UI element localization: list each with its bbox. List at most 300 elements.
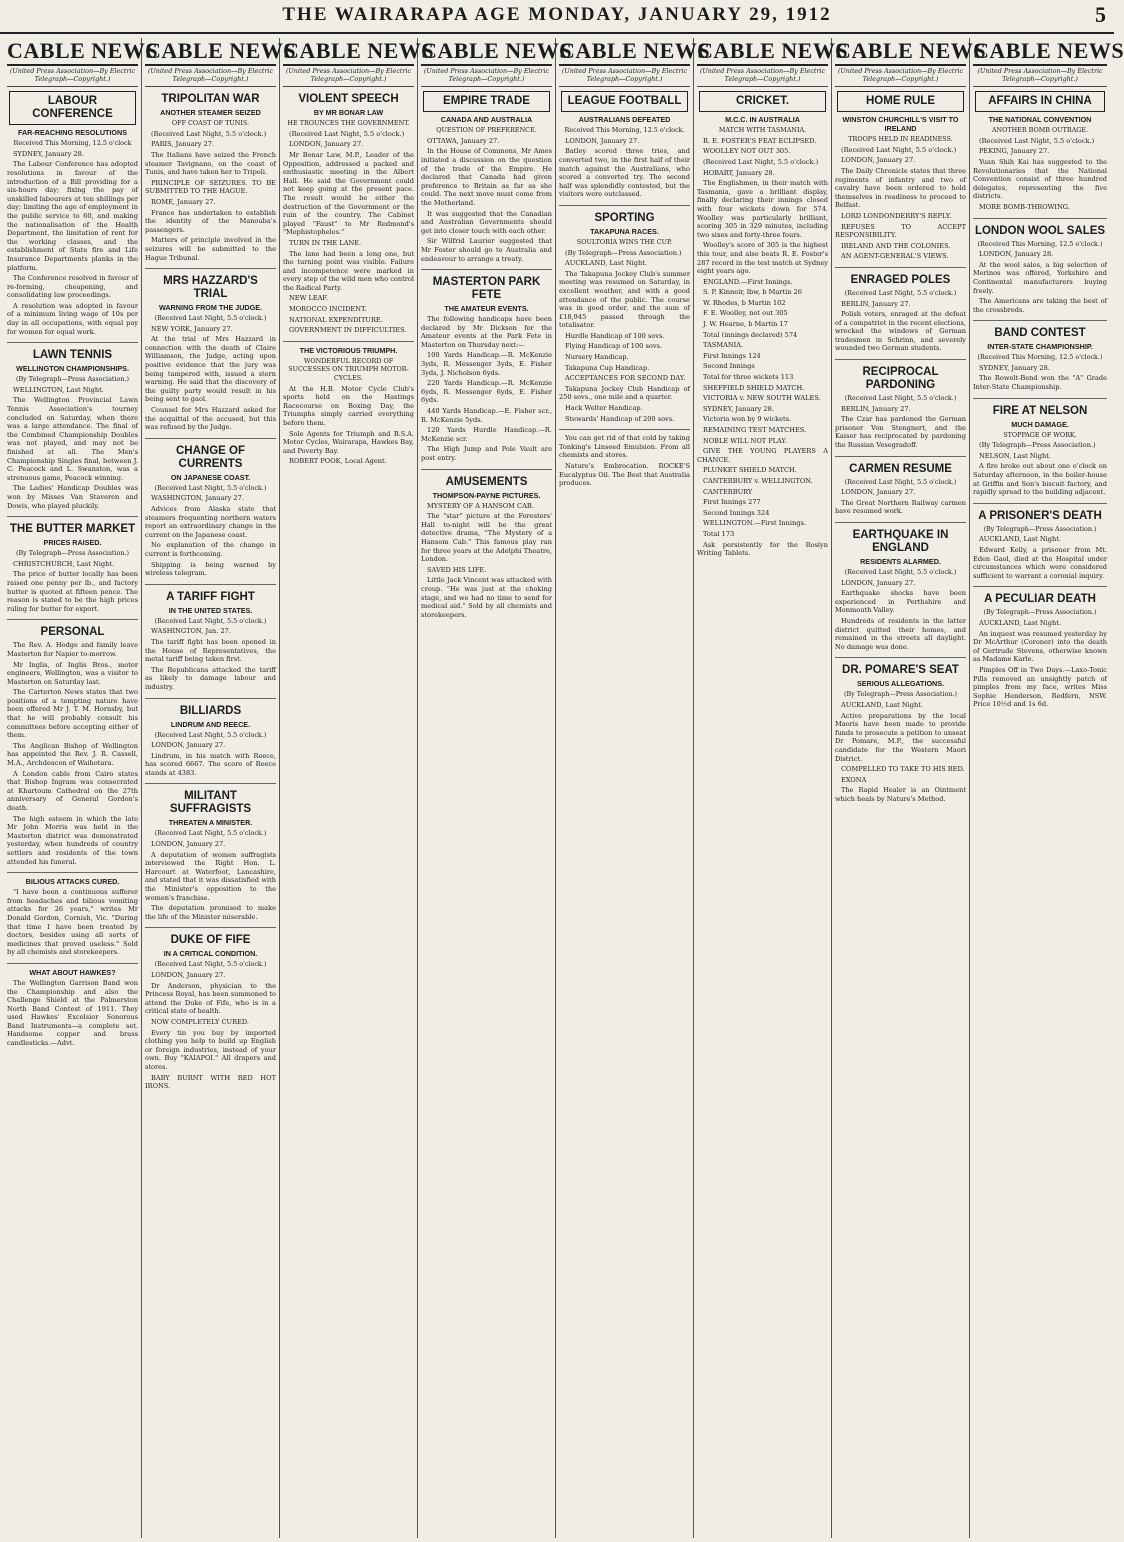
story-paragraph: ROME, January 27.	[151, 197, 216, 206]
story-paragraph: J. W. Hearne, b Martin 17	[703, 320, 788, 329]
story-paragraph: LONDON, January 27.	[151, 971, 226, 979]
story-paragraph: Edward Kelly, a prisoner from Mt. Eden Gaol, died at the Hospital under circumstances which were considered sufficient to warrant a coronial inquiry.	[973, 546, 1107, 580]
story-paragraph: NEW LEAF.	[289, 294, 329, 303]
story-paragraph: The tariff fight has been opened in the House of Representatives, the metal tariff being taken first.	[145, 637, 276, 664]
story-paragraph: NATIONAL EXPENDITURE.	[289, 315, 383, 324]
story-subheadline: RESIDENTS ALARMED.	[860, 557, 941, 566]
story-subheadline: CANADA AND AUSTRALIA	[440, 115, 533, 125]
story-paragraph: A fire broke out about one o'clock on Saturday afternoon, in the boiler-house at Griffin and Son's biscuit factory, and rapidly spread to the building adjacent.	[973, 462, 1107, 497]
newspaper-title: THE WAIRARAPA AGE MONDAY, JANUARY 29, 1912	[282, 4, 832, 25]
story-headline: SPORTING	[594, 211, 655, 224]
story-headline: A TARIFF FIGHT	[166, 590, 255, 603]
story-paragraph: Lindrum, in his match with Reece, has scored 6667. The score of Reece stands at 4383.	[145, 751, 276, 777]
story-paragraph: (Received Last Night, 5.5 o'clock.)	[979, 136, 1095, 145]
press-credit: (United Press Association—By Electric Telegraph—Copyright.)	[145, 68, 276, 87]
news-story	[145, 275, 276, 439]
news-story	[7, 349, 138, 517]
story-paragraph: A London cable from Cairo states that Bishop Ingram was consecrated at Khartoum Cathedral on the 27th anniversary of General Gordon's death.	[7, 769, 138, 812]
news-story	[559, 212, 690, 430]
story-paragraph: WASHINGTON, January 27.	[151, 494, 244, 503]
story-paragraph: Dr Anderson, physician to the Princess Royal, has been summoned to attend the Duke of Fife, who is in a critical state of health.	[145, 981, 276, 1016]
story-meta: WONDERFUL RECORD OF SUCCESSES ON TRIUMPH MOTOR-CYCLES.	[288, 356, 409, 383]
story-paragraph: First Innings 277	[703, 498, 761, 507]
story-paragraph: NOW COMPLETELY CURED.	[151, 1017, 250, 1026]
news-column	[694, 38, 849, 1538]
news-story	[835, 664, 966, 809]
column-heading: CABLE NEWS	[283, 38, 414, 66]
story-paragraph: HOBART, January 28.	[703, 168, 775, 177]
story-paragraph: PLUNKET SHIELD MATCH.	[703, 466, 797, 475]
story-paragraph: No explanation of the change in current is forthcoming.	[145, 541, 276, 558]
story-headline: ENRAGED POLES	[850, 273, 951, 286]
story-paragraph: S. P. Kinneir, lbw, b Martin 26	[703, 288, 802, 297]
news-story	[835, 366, 966, 457]
story-paragraph: Pimples Off in Two Days.—Laxo-Tonic Pills removed an unsightly patch of pimples from my face, writes Miss Sophie Henderson, Redfern, NSW. Price 10½d and 1s 6d.	[973, 665, 1107, 709]
story-paragraph: WOOLLEY NOT OUT 305.	[703, 147, 791, 156]
news-story	[145, 445, 276, 585]
story-paragraph: GOVERNMENT IN DIFFICULTIES.	[289, 326, 407, 335]
story-paragraph: 100 Yards Handicap.—R. McKenzie 3yds, R. Messenger 3yds, E. Fisher 3yds, J. Nicholson 6yds.	[421, 351, 552, 377]
press-credit: (United Press Association—By Electric Telegraph—Copyright.)	[973, 68, 1107, 87]
story-paragraph: The Great Northern Railway carmen have resumed work.	[835, 498, 966, 516]
story-meta: ANOTHER BOMB OUTRAGE.	[991, 126, 1089, 135]
story-meta: (Received This Morning, 12.5 o'clock.)	[977, 353, 1103, 362]
story-meta: (By Telegraph—Press Association.)	[983, 524, 1097, 533]
story-paragraph: 120 Yards Hurdle Handicap.—R. McKenzie scr.	[421, 426, 552, 443]
story-paragraph: LONDON, January 27.	[841, 488, 916, 497]
story-headline: VIOLENT SPEECH	[298, 93, 399, 106]
column-heading: CABLE NEWS	[145, 38, 276, 66]
news-story	[7, 877, 138, 964]
story-meta: (Received Last Night, 5.5 o'clock.)	[154, 483, 267, 492]
story-headline: DR. POMARE'S SEAT	[842, 664, 959, 677]
story-paragraph: France has undertaken to establish the identity of the Manouba's passengers.	[145, 208, 276, 234]
story-paragraph: R. E. FOSTER'S FEAT ECLIPSED.	[703, 136, 817, 145]
story-headline: DUKE OF FIFE	[170, 934, 251, 947]
story-headline: A PRISONER'S DEATH	[978, 509, 1102, 522]
news-story	[7, 626, 138, 873]
story-paragraph: GIVE THE YOUNG PLAYERS A CHANCE.	[697, 447, 828, 464]
story-paragraph: LONDON, January 27.	[841, 156, 916, 165]
news-story	[145, 790, 276, 928]
story-paragraph: An inquest was resumed yesterday by Dr McArthur (Coroner) into the death of Gertrude Stevens, otherwise known as Madame Karle.	[973, 629, 1107, 664]
story-meta: TROOPS HELD IN READINESS.	[848, 135, 953, 144]
story-headline: CHANGE OF CURRENTS	[176, 444, 245, 470]
story-meta: (Received Last Night, 5.5 o'clock.)	[844, 477, 957, 486]
news-story	[697, 91, 828, 564]
story-paragraph: SAVED HIS LIFE.	[427, 565, 487, 574]
story-paragraph: The price of butter locally has been raised one penny per lb., and factory butter is quoted at fifteen pence. The reason is stated to be the high prices ruling for butter for export.	[7, 570, 138, 613]
news-column	[556, 38, 711, 1538]
story-headline: A PECULIAR DEATH	[984, 593, 1096, 606]
story-paragraph: NELSON, Last Night.	[979, 451, 1051, 460]
story-paragraph: NOBLE WILL NOT PLAY.	[703, 436, 788, 445]
story-subheadline: INTER-STATE CHAMPIONSHIP.	[987, 342, 1093, 352]
story-paragraph: (Received Last Night, 5.5 o'clock.)	[151, 129, 267, 138]
story-paragraph: A deputation of women suffragists interviewed the Right Hon. L. Harcourt at Waterfoot, Lancashire, and stated that it was dissatisfied with the Minister's opposition to the women's franchise.	[145, 850, 276, 902]
story-paragraph: Shipping is being warned by wireless telegram.	[145, 560, 276, 578]
news-story	[973, 593, 1107, 715]
story-paragraph: AN AGENT-GENERAL'S VIEWS.	[841, 252, 949, 261]
news-story	[145, 934, 276, 1096]
story-meta: (Received Last Night, 5.5 o'clock.)	[154, 314, 267, 323]
story-headline: LONDON WOOL SALES	[974, 224, 1106, 237]
story-paragraph: OTTAWA, January 27.	[427, 136, 500, 145]
story-headline: MASTERTON PARK FETE	[432, 276, 541, 302]
story-paragraph: First Innings 124	[703, 351, 761, 360]
story-subheadline: WINSTON CHURCHILL'S VISIT TO IRELAND	[842, 115, 959, 134]
story-meta: (Received Last Night, 5.5 o'clock.)	[154, 960, 267, 969]
news-story	[973, 405, 1107, 504]
news-story	[7, 968, 138, 1054]
story-paragraph: BABY BURNT WITH RED HOT IRONS.	[145, 1073, 276, 1091]
story-paragraph: W. Rhodes, b Martin 102	[703, 298, 786, 307]
story-headline: FIRE AT NELSON	[992, 404, 1088, 417]
page-number: 5	[1095, 2, 1106, 27]
story-paragraph: Flying Handicap of 100 sovs.	[565, 342, 663, 351]
news-story	[145, 591, 276, 699]
story-paragraph: Victoria won by 9 wickets.	[703, 415, 792, 424]
story-meta: (Received Last Night, 5.5 o'clock.)	[154, 730, 267, 739]
story-paragraph: Nature's Embrocation. ROCKE'S Eucalyptus Oil. The Best that Australia produces.	[559, 462, 690, 488]
story-subheadline: BILIOUS ATTACKS CURED.	[25, 877, 120, 887]
story-paragraph: The lane had been a long one, but the turning point was visible. Failure and incompetence were marked in every step of the wild men who control the Radical Party.	[283, 249, 414, 292]
story-subheadline: WELLINGTON CHAMPIONSHIPS.	[16, 364, 129, 374]
story-subheadline: THE NATIONAL CONVENTION	[988, 115, 1092, 125]
story-paragraph: IRELAND AND THE COLONIES.	[841, 241, 951, 250]
story-paragraph: CANTERBURY v. WELLINGTON.	[703, 476, 813, 485]
story-paragraph: TURN IN THE LANE.	[289, 238, 362, 247]
story-paragraph: CANTERBURY	[703, 487, 753, 496]
story-paragraph: The Americans are taking the best of the crossbreds.	[973, 297, 1107, 314]
news-column	[970, 38, 1124, 1538]
story-paragraph: The Conference resolved in favour of re-forming, cheapening, and consolidating law proceedings.	[7, 274, 138, 300]
story-subheadline: BY MR BONAR LAW	[313, 108, 384, 118]
story-paragraph: AUCKLAND, Last Night.	[979, 535, 1061, 544]
story-paragraph: The "star" picture at the Foresters' Hall to-night will be the great detective drama, "The Mystery of a Hansom Cab." This famous play ran for three years at the Adelphi Theatre, London.	[421, 512, 552, 564]
story-paragraph: The Englishmen, in their match with Tasmania, gave a brilliant display, finally declaring their innings closed with four wickets down for 574. Woolley was particularly brilliant, scoring 305 in 329 minutes, including two sixes and forty-three fours.	[697, 179, 828, 239]
story-headline: AFFAIRS IN CHINA	[975, 91, 1105, 112]
news-column	[142, 38, 297, 1538]
story-meta: SOULTORIA WINS THE CUP.	[576, 237, 673, 246]
story-paragraph: The Czar has pardoned the German prisoner Von Stengnert, and the Kaiser has reciprocated by pardoning the Russian Vesegradoff.	[835, 415, 966, 450]
story-paragraph: MOROCCO INCIDENT.	[289, 305, 367, 314]
story-paragraph: SYDNEY, January 28.	[979, 363, 1050, 372]
story-subheadline: IN THE UNITED STATES.	[168, 605, 253, 615]
press-credit: (United Press Association—By Electric Telegraph—Copyright.)	[697, 68, 828, 87]
story-paragraph: Batley scored three tries, and converted two, in the first half of their match against the Australians, who scored a converted try. The second half was splendidly contested, but the visitors were outclassed.	[559, 147, 690, 199]
news-story	[559, 434, 690, 494]
news-story	[835, 274, 966, 360]
story-paragraph: Hurdle Handicap of 100 sovs.	[565, 331, 665, 340]
story-paragraph: Ask persistently for the Roslyn Writing Tablets.	[697, 540, 828, 558]
news-story	[421, 91, 552, 270]
story-paragraph: BERLIN, January 27.	[841, 299, 911, 308]
story-subheadline: PRICES RAISED.	[43, 538, 102, 548]
story-paragraph: Total for three wickets 113	[703, 373, 794, 382]
story-paragraph: MORE BOMB-THROWING.	[979, 202, 1070, 211]
story-meta: (Received This Morning, 12.5 o'clock.)	[977, 239, 1103, 248]
story-paragraph: A resolution was adopted in favour of a minimum living wage of 10s per day in all occupations, with equal pay for women for equal work.	[7, 301, 138, 336]
story-paragraph: The Rowelt-Bend won the "A" Grade Inter-State Championship.	[973, 374, 1107, 392]
news-story	[7, 523, 138, 620]
story-subheadline: SERIOUS ALLEGATIONS.	[856, 679, 945, 689]
story-paragraph: COMPELLED TO TAKE TO HIS BED.	[841, 765, 965, 774]
story-paragraph: MYSTERY OF A HANSOM CAB.	[427, 501, 534, 510]
news-story	[835, 529, 966, 658]
story-paragraph: The Labour Conference has adopted resolutions in favour of the introduction of a Bill providing for a six-hours day; fixing the pay of unskilled labourers at ten shillings per day; limiting the age of employment in the public service to 60, and making the nationalisation of the Health Department, the limitation of rent for the working classes, and the establishment of State fire and Life Insurance Departments planks in the platform.	[7, 160, 138, 272]
story-paragraph: The Rapid Healer is an Ointment which heals by Nature's Method.	[835, 786, 966, 803]
story-subheadline: THREATEN A MINISTER.	[168, 818, 253, 828]
story-paragraph: LONDON, January 28.	[979, 250, 1054, 259]
story-paragraph: REFUSES TO ACCEPT RESPONSIBILITY.	[835, 222, 966, 240]
story-paragraph: 440 Yards Handicap.—E. Fisher scr., R. McKenzie 5yds.	[421, 407, 552, 424]
news-story	[421, 476, 552, 626]
news-story	[835, 463, 966, 523]
story-headline: TRIPOLITAN WAR	[161, 93, 260, 106]
story-headline: EARTHQUAKE IN ENGLAND	[852, 529, 949, 554]
news-story	[835, 91, 966, 268]
story-paragraph: (Received Last Night, 5.5 o'clock.)	[289, 129, 405, 138]
story-paragraph: The Republicans attacked the tariff as likely to damage labour and industry.	[145, 665, 276, 691]
story-meta: (By Telegraph—Press Association.)	[15, 375, 130, 384]
story-meta: (Received Last Night, 5.5 o'clock.)	[844, 394, 957, 403]
column-heading: CABLE NEWS	[835, 38, 966, 66]
story-paragraph: Counsel for Mrs Hazzard asked for the acquittal of the accused, but this was refused by the Judge.	[145, 406, 276, 432]
news-column	[280, 38, 435, 1538]
story-headline: EMPIRE TRADE	[423, 91, 550, 112]
story-headline: BILLIARDS	[179, 704, 242, 717]
story-paragraph: Mr Inglis, of Inglis Bros., motor engineers, Wellington, was a visitor to Masterton on Saturday last.	[7, 660, 138, 686]
story-paragraph: (By Telegraph—Press Association.)	[979, 441, 1096, 450]
story-paragraph: ENGLAND.—First Innings.	[703, 277, 793, 286]
story-paragraph: "I have been a continuous sufferer from headaches and bilious vomiting attacks for 26 years," writes Mr Donald Gordon, Cornish, Vic. "During that time I have been treated by doctors, besides using all sorts of medicines that proved useless." Sold by all chemists and storekeepers.	[7, 888, 138, 957]
story-headline: THE BUTTER MARKET	[9, 523, 136, 536]
story-paragraph: BERLIN, January 27.	[841, 404, 911, 413]
story-paragraph: In the House of Commons, Mr Ames initiated a discussion on the question of the trade of the Empire. He declared that Canada had given preference to Britain as far as she could. The next move must come from the Motherland.	[421, 147, 552, 207]
story-paragraph: REMAINING TEST MATCHES.	[703, 426, 807, 434]
story-paragraph: (By Telegraph—Press Association.)	[565, 248, 682, 257]
press-credit: (United Press Association—By Electric Telegraph—Copyright.)	[835, 68, 966, 87]
story-paragraph: ROBERT POOK, Local Agent.	[289, 457, 387, 466]
story-paragraph: The Rev. A. Hodge and family leave Masterton for Napier to-morrow.	[7, 641, 138, 658]
story-meta: (By Telegraph—Press Association.)	[843, 690, 958, 699]
column-heading: CABLE NEWS	[421, 38, 552, 66]
story-meta: STOPPAGE OF WORK.	[1003, 430, 1077, 439]
story-paragraph: The Italians have seized the French steamer Tavignano, on the coast of Tunis, and have taken her to Tripoli.	[145, 150, 276, 177]
story-paragraph: AUCKLAND, Last Night.	[565, 259, 647, 268]
story-paragraph: Total 173	[703, 529, 735, 538]
news-column	[418, 38, 573, 1538]
story-paragraph: WELLINGTON.—First Innings.	[703, 519, 806, 528]
story-paragraph: LORD LONDONDERRY'S REPLY.	[841, 211, 952, 220]
story-headline: HOME RULE	[837, 91, 964, 112]
story-paragraph: The high esteem in which the late Mr John Morris was held in the Masterton district was demonstrated yesterday, when hundreds of country settlers and residents of the town attended his funeral.	[7, 814, 138, 866]
column-heading: CABLE NEWS	[697, 38, 828, 66]
column-heading: CABLE NEWS	[7, 38, 138, 66]
story-subheadline: FAR-REACHING RESOLUTIONS	[17, 128, 127, 138]
story-paragraph: WASHINGTON, Jan. 27.	[151, 627, 231, 636]
story-paragraph: At the trial of Mrs Hazzard in connection with the death of Claire Williamson, the Judge, acting upon positive evidence that the jury was being tampered with, issued a stern warning. He said that the discovery of the guilty party would result in his being sent to gaol.	[145, 335, 276, 404]
news-story	[145, 93, 276, 269]
news-column	[832, 38, 987, 1538]
story-meta: (Received Last Night, 5.5 o'clock.)	[844, 568, 957, 576]
press-credit: (United Press Association—By Electric Telegraph—Copyright.)	[421, 68, 552, 87]
story-paragraph: Woolley's score of 305 is the highest this tour, and also beats R. E. Foster's 287 record in the test match at Sydney eight years ago.	[697, 241, 828, 276]
story-paragraph: The Wellington Garrison Band won the Championship and also the Challenge Shield at the Palmerston North Band Contest of 1911. They used Hawkes' Excelsior Sonorous Band Instruments—a complete set. Handsome copper and brass candlesticks.—Advt.	[7, 978, 138, 1048]
story-meta: MATCH WITH TASMANIA.	[718, 126, 807, 135]
story-subheadline: THE AMATEUR EVENTS.	[444, 304, 529, 314]
story-headline: MILITANT SUFFRAGISTS	[169, 790, 252, 816]
story-paragraph: Nursery Handicap.	[565, 353, 629, 362]
story-paragraph: Second Innings	[703, 362, 755, 371]
story-subheadline: IN A CRITICAL CONDITION.	[163, 949, 258, 959]
story-paragraph: Stewards' Handicap of 200 sovs.	[565, 414, 675, 423]
column-heading: CABLE NEWS	[973, 38, 1107, 66]
story-meta: HE TROUNCES THE GOVERNMENT.	[287, 119, 410, 128]
news-story	[559, 91, 690, 206]
press-credit: (United Press Association—By Electric Telegraph—Copyright.)	[559, 68, 690, 87]
news-story	[973, 327, 1107, 398]
story-paragraph: LONDON, January 27.	[565, 136, 640, 145]
story-headline: BAND CONTEST	[994, 327, 1086, 340]
story-headline: MRS HAZZARD'S TRIAL	[163, 275, 258, 301]
story-paragraph: Matters of principle involved in the seizures will be submitted to the Hague Tribunal.	[145, 236, 276, 262]
story-paragraph: F. E. Woolley, not out 305	[703, 309, 788, 318]
story-paragraph: You can get rid of that cold by taking Tonking's Linseed Emulsion. From all chemists and stores.	[559, 434, 690, 460]
story-paragraph: The Daily Chronicle states that three regiments of infantry and two of cavalry have been ordered to hold themselves in readiness to proceed to Belfast.	[835, 166, 966, 210]
story-subheadline: WARNING FROM THE JUDGE.	[158, 303, 263, 313]
story-paragraph: ACCEPTANCES FOR SECOND DAY.	[565, 374, 686, 383]
story-paragraph: It was suggested that the Canadian and Australian Governments should get into closer touch with each other.	[421, 209, 552, 235]
story-paragraph: EXONA	[841, 775, 867, 784]
story-paragraph: The Wellington Provincial Lawn Tennis Association's tourney concluded on Saturday, when there was a large attendance. The final of the Combined Championship Doubles was not played, and may not be finished at all. The Men's Championship Singles final, between J. C. Peacock and L. Swanston, was a strenuous game, Peacock winning.	[7, 396, 138, 482]
story-paragraph: Active preparations by the local Maoris have been made to provide funds to prosecute a petition to unseat Dr Pomare, M.P., the successful candidate for the Western Maori District.	[835, 711, 966, 763]
story-subheadline: LINDRUM AND REECE.	[170, 719, 251, 729]
story-meta: (Received Last Night, 5.5 o'clock.)	[154, 616, 267, 625]
story-paragraph: The deputation promised to make the life of the Minister miserable.	[145, 904, 276, 921]
story-subheadline: THE VICTORIOUS TRIUMPH.	[299, 345, 398, 355]
news-story	[283, 93, 414, 342]
story-subheadline: AUSTRALIANS DEFEATED	[578, 115, 671, 125]
press-credit: (United Press Association—By Electric Telegraph—Copyright.)	[7, 68, 138, 87]
story-paragraph: LONDON, January 27.	[151, 741, 226, 750]
story-meta: QUESTION OF PREFERENCE.	[436, 126, 537, 135]
story-paragraph: Hundreds of residents in the latter district quitted their homes, and remained in the streets all daylight. No damage was done.	[835, 616, 966, 651]
story-headline: AMUSEMENTS	[445, 475, 528, 488]
story-paragraph: At the wool sales, a big selection of Merinos was offered, Yorkshire and Continental manufacturers buying freely.	[973, 260, 1107, 295]
story-meta: (Received Last Night, 5.5 o'clock.)	[154, 829, 267, 838]
story-paragraph: Takapuna Cup Handicap.	[565, 363, 650, 372]
story-subheadline: TAKAPUNA RACES.	[590, 226, 659, 236]
story-paragraph: SYDNEY, January 28.	[13, 149, 84, 158]
story-paragraph: Takapuna Jockey Club Handicap of 250 sovs., one mile and a quarter.	[559, 384, 690, 402]
story-paragraph: LONDON, January 27.	[841, 578, 916, 587]
story-paragraph: SHEFFIELD SHIELD MATCH.	[703, 383, 805, 392]
story-paragraph: Sole Agents for Triumph and B.S.A. Motor Cycles, Wairarapa, Hawkes Bay, and Poverty Bay.	[283, 429, 414, 455]
story-headline: LEAGUE FOOTBALL	[561, 91, 688, 112]
story-meta: (By Telegraph—Press Association.)	[983, 608, 1097, 617]
press-credit: (United Press Association—By Electric Telegraph—Copyright.)	[283, 68, 414, 87]
story-headline: LAWN TENNIS	[32, 349, 113, 362]
story-paragraph: PEKING, January 27.	[979, 147, 1050, 156]
story-paragraph: WELLINGTON, Last Night.	[13, 385, 104, 394]
story-subheadline: M.C.C. IN AUSTRALIA	[725, 115, 800, 125]
story-paragraph: Advices from Alaska state that steamers frequenting northern waters report an extraordinary change in the current on the Japanese coast.	[145, 505, 276, 539]
story-headline: PERSONAL	[40, 626, 105, 639]
story-paragraph: Mr Bonar Law, M.P., Leader of the Opposition, addressed a packed and enthusiastic meeting in the Albert Hall. He said the Government could not keep going at the present pace. The result would be either the destruction of the Government or the ruin of the country. The Cabinet played "Faust" to Mr Redmond's "Mephistopheles."	[283, 150, 414, 237]
news-story	[973, 91, 1107, 218]
story-paragraph: PARIS, January 27.	[151, 140, 215, 149]
story-paragraph: Hack Welter Handicap.	[565, 404, 643, 413]
columns	[4, 38, 1124, 1538]
story-paragraph: TASMANIA.	[703, 341, 744, 350]
story-paragraph: (Received Last Night, 5.5 o'clock.)	[841, 145, 957, 154]
masthead	[0, 0, 1114, 34]
news-story	[145, 705, 276, 785]
story-headline: RECIPROCAL PARDONING	[862, 366, 939, 392]
news-story	[283, 346, 414, 472]
story-paragraph: The High Jump and Pole Vault are post entry.	[421, 445, 552, 462]
story-meta: (By Telegraph—Press Association.)	[15, 549, 130, 558]
story-paragraph: At the H.B. Motor Cycle Club's sports held on the Hastings Racecourse on Boxing Day, the Triumphs simply carried everything before them.	[283, 384, 414, 427]
story-paragraph: Polish voters, enraged at the defeat of a compatriot in the recent elections, wrecked the windows of German tradesmen in Schrinn, and severely wounded two German students.	[835, 310, 966, 353]
news-story	[973, 510, 1107, 588]
story-headline: CRICKET.	[699, 91, 826, 112]
story-subheadline: THOMPSON-PAYNE PICTURES.	[432, 490, 541, 500]
story-paragraph: Little Jack Vincent was attacked with croup. "He was just at the choking stage, and we had no time to send for medical aid." Sold by all chemists and storekeepers.	[421, 576, 552, 619]
column-heading: CABLE NEWS	[559, 38, 690, 66]
story-paragraph: Second Innings 324	[703, 508, 770, 517]
story-meta: Received This Morning, 12.5 o'clock	[13, 139, 132, 148]
story-headline: CARMEN RESUME	[849, 462, 952, 475]
story-paragraph: (Received Last Night, 5.5 o'clock.)	[703, 157, 819, 166]
story-paragraph: The Takapuna Jockey Club's summer meeting was resumed on Saturday, in excellent weather, and with a good attendance of the public. The course was in good order, and the sum of £18,945 passed through the totalisator.	[559, 269, 690, 330]
story-paragraph: LONDON, January 27.	[151, 840, 226, 849]
story-paragraph: PRINCIPLE OF SEIZURES. TO BE SUBMITTED TO THE HAGUE.	[145, 178, 276, 196]
story-headline: LABOUR CONFERENCE	[9, 91, 136, 125]
news-column	[4, 38, 159, 1538]
story-paragraph: Every tin you buy by imported clothing you help to build up English or foreign industries, instead of your own. Buy "KAIAPOI." All drapers and stores.	[145, 1028, 276, 1071]
story-paragraph: Total (innings declared) 574	[703, 330, 798, 339]
story-paragraph: SYDNEY, January 28.	[703, 404, 774, 413]
story-paragraph: 220 Yards Handicap.—R. McKenzie 6yds, R. Messenger 6yds, E. Fisher 6yds.	[421, 379, 552, 405]
story-subheadline: WHAT ABOUT HAWKES?	[29, 967, 116, 977]
story-paragraph: LONDON, January 27.	[289, 140, 364, 149]
story-paragraph: Yuan Shih Kai has suggested to the Revolutionaries that the National Convention consist of three hundred delegates, representing the five districts.	[973, 157, 1107, 201]
story-paragraph: The Carterton News states that two positions of a tempting nature have been offered Mr J. T. M. Hornsby, but that he will probably consult his committees before accepting either of them.	[7, 688, 138, 740]
story-paragraph: AUCKLAND, Last Night.	[841, 700, 923, 709]
story-paragraph: The Anglican Bishop of Wellington has appointed the Rev. J. R. Cassell, M.A., Archdeacon of Waihotara.	[7, 741, 138, 768]
news-story	[421, 276, 552, 470]
news-story	[7, 91, 138, 343]
story-paragraph: NEW YORK, January 27.	[151, 324, 233, 333]
story-paragraph: AUCKLAND, Last Night.	[979, 618, 1061, 627]
story-paragraph: CHRISTCHURCH, Last Night.	[13, 559, 115, 568]
story-paragraph: The Ladies' Handicap Doubles was won by Misses Van Staveren and Dowis, who played pluckily.	[7, 484, 138, 510]
story-paragraph: VICTORIA v. NEW SOUTH WALES.	[703, 394, 821, 403]
story-subheadline: MUCH DAMAGE.	[1011, 419, 1069, 429]
story-paragraph: Sir Wilfrid Laurier suggested that Mr Foster should go to Australia and endeavour to arrange a treaty.	[421, 237, 552, 263]
story-paragraph: The following handicaps have been declared by Mr Dickson for the Amateur events at the Park Fete in Masterton on Thursday next:—	[421, 315, 552, 349]
story-meta: Received This Morning, 12.5 o'clock.	[564, 126, 685, 135]
story-meta: OFF COAST OF TUNIS.	[171, 119, 250, 128]
story-subheadline: ON JAPANESE COAST.	[170, 472, 251, 482]
story-meta: (Received Last Night, 5.5 o'clock.)	[844, 288, 957, 297]
news-story	[973, 225, 1107, 322]
story-subheadline: ANOTHER STEAMER SEIZED	[160, 108, 261, 118]
story-paragraph: Earthquake shocks have been experienced in Perthshire and Monmouth Valley.	[835, 589, 966, 615]
